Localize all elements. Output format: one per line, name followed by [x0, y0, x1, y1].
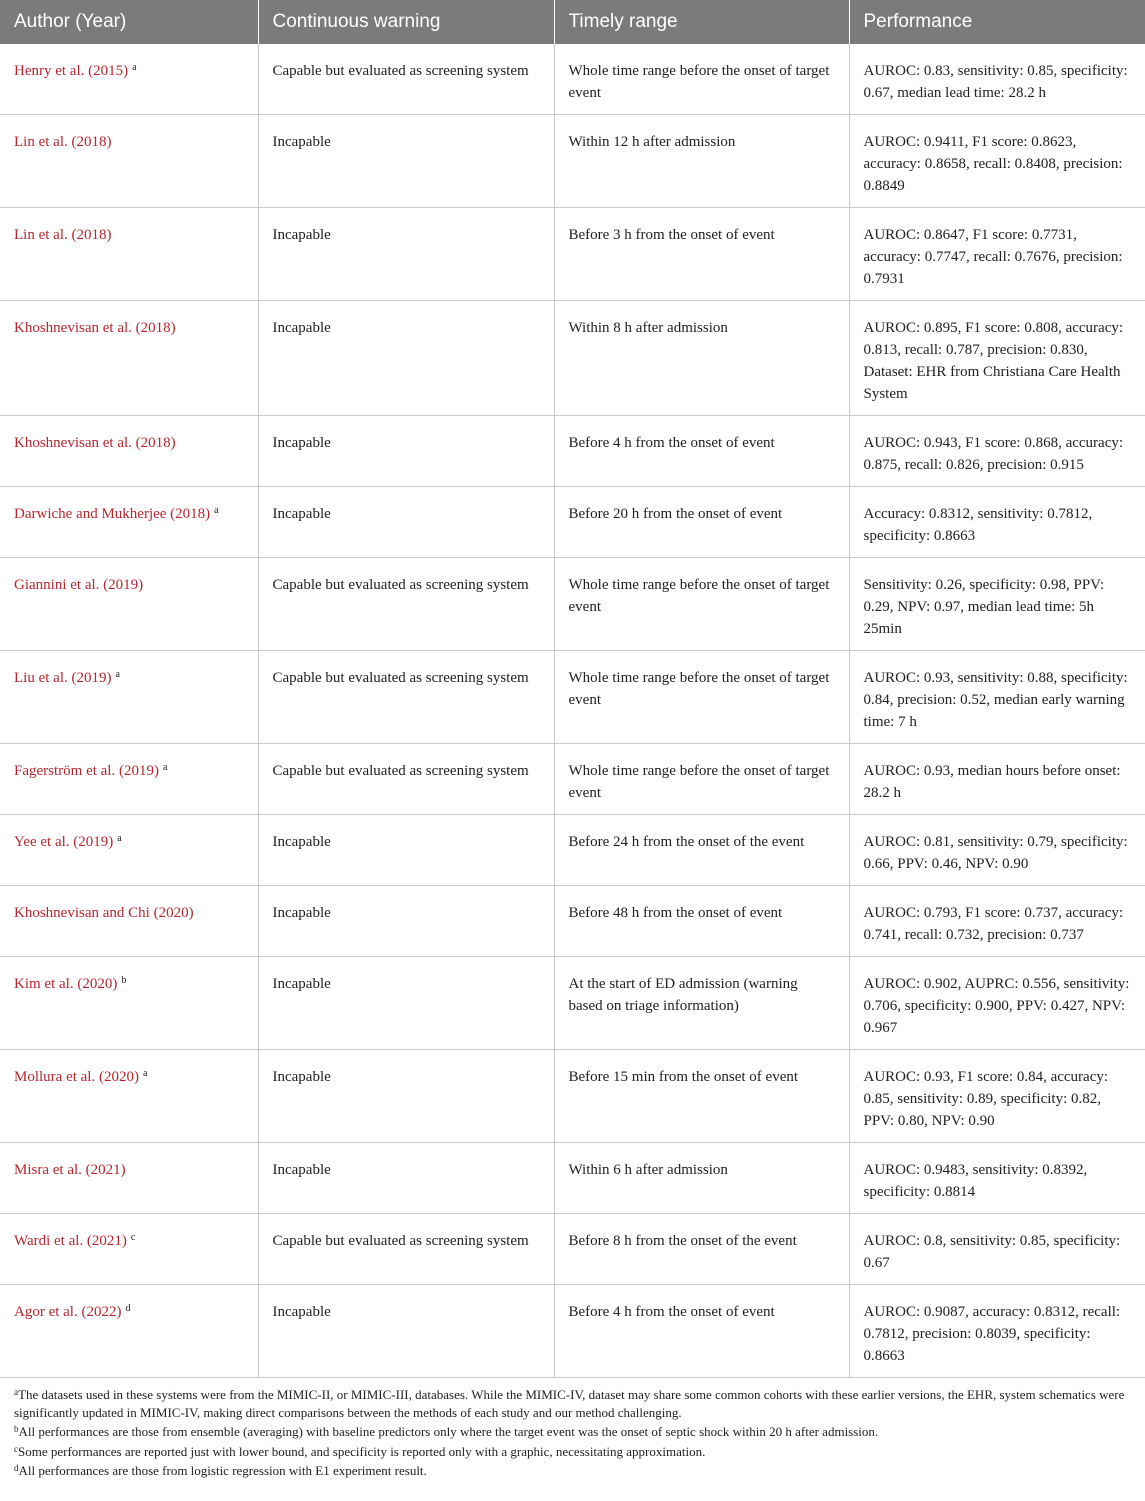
- header-timely-range: Timely range: [554, 0, 849, 44]
- cell-timely-range: Whole time range before the onset of target event: [554, 744, 849, 815]
- table-row: [0, 815, 1145, 886]
- cell-continuous-warning: Capable but evaluated as screening system: [258, 558, 554, 651]
- cell-author[interactable]: [0, 1214, 258, 1285]
- author-link[interactable]: Yee et al. (2019): [14, 834, 114, 850]
- cell-continuous-warning: Capable but evaluated as screening system: [258, 651, 554, 744]
- footnote-marker: b: [121, 975, 127, 986]
- cell-continuous-warning: Incapable: [258, 815, 554, 886]
- table-row: [0, 886, 1145, 957]
- cell-author[interactable]: [0, 558, 258, 651]
- cell-continuous-warning: Capable but evaluated as screening system: [258, 744, 554, 815]
- author-link[interactable]: Agor et al. (2022): [14, 1304, 122, 1320]
- author-link[interactable]: Darwiche and Mukherjee (2018): [14, 506, 211, 522]
- table-body: [0, 44, 1145, 1378]
- cell-timely-range: Within 8 h after admission: [554, 301, 849, 416]
- cell-author[interactable]: [0, 651, 258, 744]
- cell-performance: AUROC: 0.943, F1 score: 0.868, accuracy: 0.875, recall: 0.826, precision: 0.915: [849, 416, 1145, 487]
- author-link[interactable]: Khoshnevisan et al. (2018): [14, 435, 176, 451]
- cell-timely-range: At the start of ED admission (warning based on triage information): [554, 957, 849, 1050]
- cell-continuous-warning: Incapable: [258, 1050, 554, 1143]
- footnote-mark: d: [14, 1463, 19, 1473]
- cell-performance: AUROC: 0.9087, accuracy: 0.8312, recall: 0.7812, precision: 0.8039, specificity: 0.8663: [849, 1285, 1145, 1378]
- table-row: [0, 487, 1145, 558]
- author-link[interactable]: Liu et al. (2019): [14, 670, 112, 686]
- cell-timely-range: Before 24 h from the onset of the event: [554, 815, 849, 886]
- footnote: [14, 1386, 1131, 1421]
- table-row: [0, 558, 1145, 651]
- cell-author[interactable]: [0, 1050, 258, 1143]
- table-row: [0, 115, 1145, 208]
- author-link[interactable]: Giannini et al. (2019): [14, 577, 144, 593]
- cell-timely-range: Before 4 h from the onset of event: [554, 1285, 849, 1378]
- footnote-text: Some performances are reported just with lower bound, and specificity is reported only with a graphic, necessitating approximation.: [18, 1443, 706, 1459]
- cell-timely-range: Before 48 h from the onset of event: [554, 886, 849, 957]
- cell-author[interactable]: [0, 115, 258, 208]
- cell-author[interactable]: [0, 1143, 258, 1214]
- footnote-mark: c: [14, 1443, 18, 1454]
- footnote-text: The datasets used in these systems were from the MIMIC-II, or MIMIC-III, databases. While the MIMIC-IV, dataset may share some common cohorts with these earlier versions, the EHR, system schematics were significantly updated in MIMIC-IV, making direct comparisons between the methods of each study and our method challenging.: [14, 1387, 1125, 1420]
- cell-performance: AUROC: 0.8, sensitivity: 0.85, specificity: 0.67: [849, 1214, 1145, 1285]
- author-link[interactable]: Henry et al. (2015): [14, 63, 129, 79]
- table-row: [0, 1285, 1145, 1378]
- cell-continuous-warning: Incapable: [258, 957, 554, 1050]
- footnote: [14, 1462, 1131, 1480]
- table-row: [0, 744, 1145, 815]
- cell-performance: AUROC: 0.81, sensitivity: 0.79, specificity: 0.66, PPV: 0.46, NPV: 0.90: [849, 815, 1145, 886]
- footnote-marker: d: [125, 1303, 131, 1314]
- footnote-text: All performances are those from logistic regression with E1 experiment result.: [18, 1463, 427, 1478]
- table-header: [0, 0, 1145, 44]
- table-row: [0, 1214, 1145, 1285]
- header-performance: Performance: [849, 0, 1145, 44]
- cell-author[interactable]: [0, 44, 258, 115]
- cell-timely-range: Before 20 h from the onset of event: [554, 487, 849, 558]
- author-link[interactable]: Khoshnevisan et al. (2018): [14, 320, 176, 336]
- cell-performance: AUROC: 0.93, sensitivity: 0.88, specificity: 0.84, precision: 0.52, median early warning time: 7 h: [849, 651, 1145, 744]
- author-link[interactable]: Mollura et al. (2020): [14, 1069, 139, 1085]
- cell-continuous-warning: Incapable: [258, 1143, 554, 1214]
- cell-continuous-warning: Incapable: [258, 487, 554, 558]
- cell-timely-range: Whole time range before the onset of target event: [554, 651, 849, 744]
- cell-performance: Accuracy: 0.8312, sensitivity: 0.7812, specificity: 0.8663: [849, 487, 1145, 558]
- cell-performance: AUROC: 0.895, F1 score: 0.808, accuracy: 0.813, recall: 0.787, precision: 0.830, Dataset: EHR from Christiana Care Health System: [849, 301, 1145, 416]
- header-row: [0, 0, 1145, 44]
- cell-timely-range: Before 8 h from the onset of the event: [554, 1214, 849, 1285]
- footnote-marker: a: [142, 1068, 148, 1079]
- table-row: [0, 416, 1145, 487]
- table-row: [0, 1050, 1145, 1143]
- cell-author[interactable]: [0, 886, 258, 957]
- cell-performance: Sensitivity: 0.26, specificity: 0.98, PPV: 0.29, NPV: 0.97, median lead time: 5h 25min: [849, 558, 1145, 651]
- footnote: [14, 1423, 1131, 1441]
- cell-timely-range: Before 3 h from the onset of event: [554, 208, 849, 301]
- table-row: [0, 651, 1145, 744]
- author-link[interactable]: Lin et al. (2018): [14, 227, 112, 243]
- table-row: [0, 44, 1145, 115]
- cell-timely-range: Whole time range before the onset of target event: [554, 558, 849, 651]
- author-link[interactable]: Wardi et al. (2021): [14, 1233, 127, 1249]
- cell-timely-range: Within 12 h after admission: [554, 115, 849, 208]
- author-link[interactable]: Lin et al. (2018): [14, 134, 112, 150]
- cell-continuous-warning: Capable but evaluated as screening system: [258, 1214, 554, 1285]
- footnote-marker: a: [214, 505, 219, 516]
- cell-timely-range: Whole time range before the onset of target event: [554, 44, 849, 115]
- header-author-year: Author (Year): [0, 0, 258, 44]
- cell-continuous-warning: Incapable: [258, 208, 554, 301]
- cell-continuous-warning: Incapable: [258, 886, 554, 957]
- cell-performance: AUROC: 0.93, median hours before onset: 28.2 h: [849, 744, 1145, 815]
- table-row: [0, 957, 1145, 1050]
- cell-continuous-warning: Incapable: [258, 115, 554, 208]
- cell-author[interactable]: [0, 957, 258, 1050]
- author-link[interactable]: Misra et al. (2021): [14, 1162, 126, 1178]
- cell-continuous-warning: Incapable: [258, 301, 554, 416]
- footnote-mark: b: [14, 1424, 19, 1434]
- cell-performance: AUROC: 0.902, AUPRC: 0.556, sensitivity: 0.706, specificity: 0.900, PPV: 0.427, NPV: 0.967: [849, 957, 1145, 1050]
- author-link[interactable]: Khoshnevisan and Chi (2020): [14, 905, 194, 921]
- cell-performance: AUROC: 0.9483, sensitivity: 0.8392, specificity: 0.8814: [849, 1143, 1145, 1214]
- cell-author[interactable]: [0, 301, 258, 416]
- footnote-text: All performances are those from ensemble (averaging) with baseline predictors only where the target event was the onset of septic shock within 20 h after admission.: [18, 1424, 879, 1439]
- footnote-marker: a: [117, 833, 122, 844]
- table-row: [0, 208, 1145, 301]
- cell-continuous-warning: Incapable: [258, 416, 554, 487]
- author-link[interactable]: Fagerström et al. (2019): [14, 763, 159, 779]
- cell-continuous-warning: Capable but evaluated as screening system: [258, 44, 554, 115]
- cell-author[interactable]: [0, 208, 258, 301]
- cell-author[interactable]: [0, 487, 258, 558]
- cell-timely-range: Within 6 h after admission: [554, 1143, 849, 1214]
- footnote-mark: a: [14, 1387, 18, 1397]
- footnote-marker: a: [162, 762, 168, 773]
- table-row: [0, 301, 1145, 416]
- cell-performance: AUROC: 0.793, F1 score: 0.737, accuracy: 0.741, recall: 0.732, precision: 0.737: [849, 886, 1145, 957]
- footnote-marker: a: [132, 62, 137, 73]
- cell-author[interactable]: [0, 744, 258, 815]
- cell-timely-range: Before 4 h from the onset of event: [554, 416, 849, 487]
- table-row: [0, 1143, 1145, 1214]
- header-continuous-warning: Continuous warning: [258, 0, 554, 44]
- table-footnotes: [0, 1378, 1145, 1480]
- cell-continuous-warning: Incapable: [258, 1285, 554, 1378]
- cell-author[interactable]: [0, 416, 258, 487]
- cell-performance: AUROC: 0.83, sensitivity: 0.85, specificity: 0.67, median lead time: 28.2 h: [849, 44, 1145, 115]
- cell-author[interactable]: [0, 815, 258, 886]
- cell-author[interactable]: [0, 1285, 258, 1378]
- cell-performance: AUROC: 0.9411, F1 score: 0.8623, accuracy: 0.8658, recall: 0.8408, precision: 0.8849: [849, 115, 1145, 208]
- footnote-marker: a: [115, 669, 120, 680]
- cell-timely-range: Before 15 min from the onset of event: [554, 1050, 849, 1143]
- author-link[interactable]: Kim et al. (2020): [14, 976, 118, 992]
- footnote-marker: c: [130, 1232, 136, 1243]
- footnote: [14, 1443, 1131, 1461]
- cell-performance: AUROC: 0.93, F1 score: 0.84, accuracy: 0.85, sensitivity: 0.89, specificity: 0.82, PPV: 0.80, NPV: 0.90: [849, 1050, 1145, 1143]
- cell-performance: AUROC: 0.8647, F1 score: 0.7731, accuracy: 0.7747, recall: 0.7676, precision: 0.7931: [849, 208, 1145, 301]
